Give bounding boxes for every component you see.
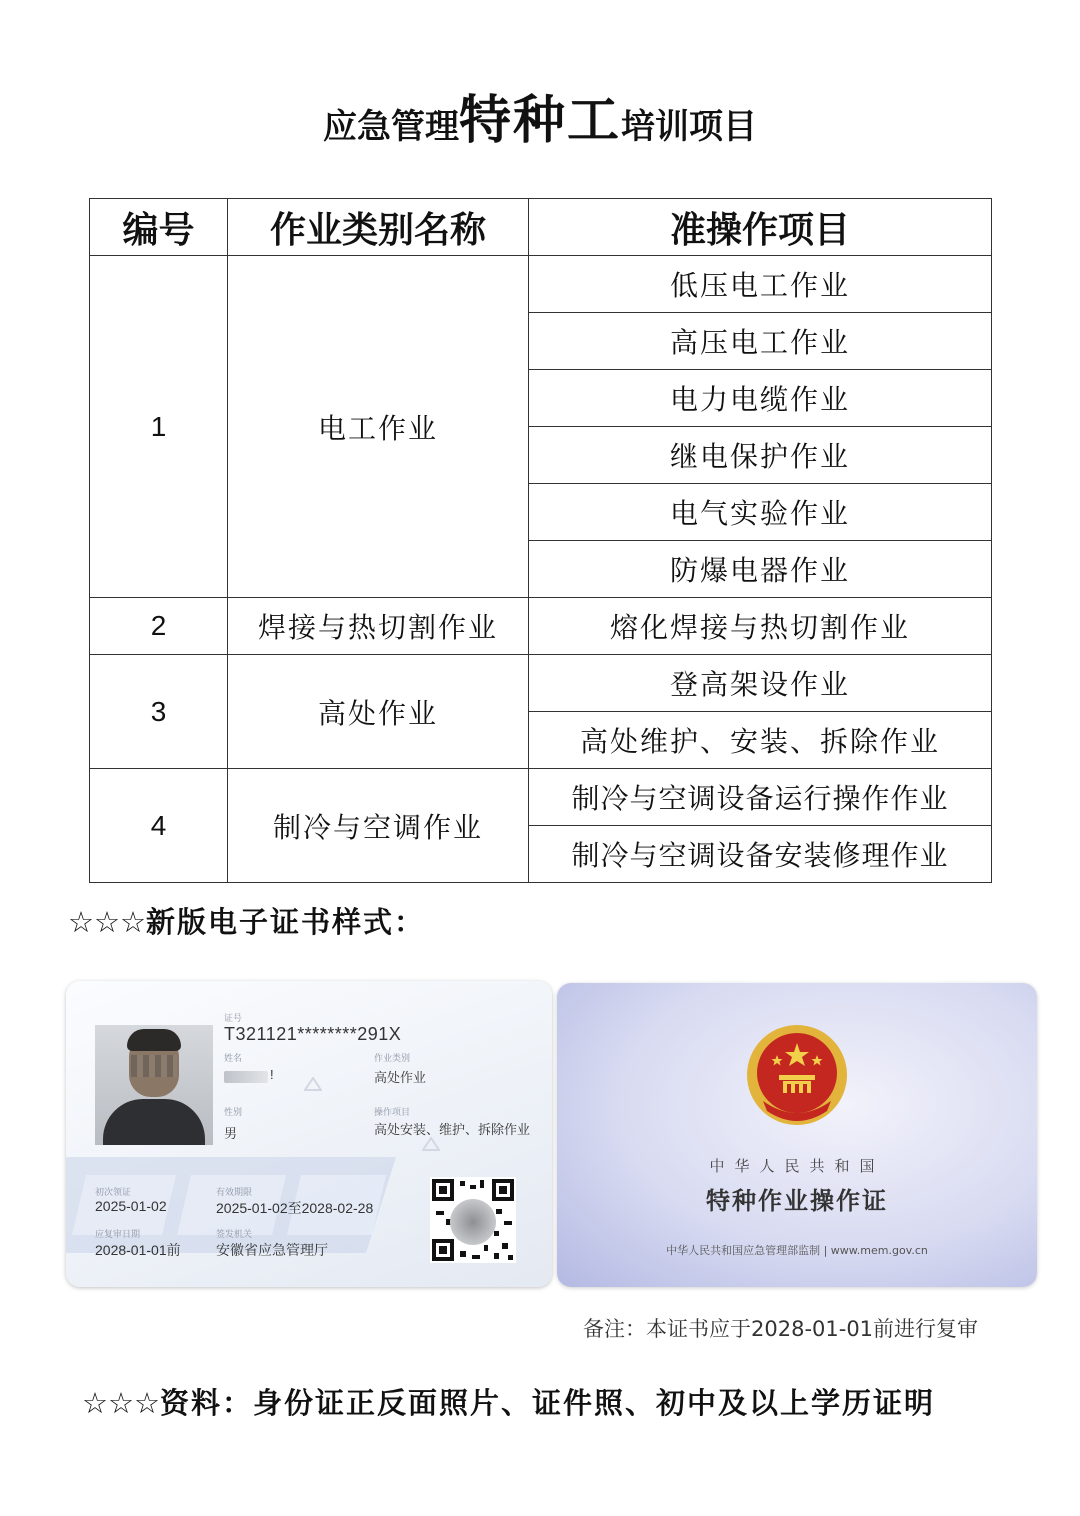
title-prefix: 应急管理 (322, 107, 459, 147)
row-item: 熔化焊接与热切割作业 (529, 598, 992, 655)
row-item: 低压电工作业 (529, 256, 992, 313)
review-value: 2028-01-01前 (95, 1242, 181, 1258)
star-icons: ☆☆☆ (82, 1386, 160, 1420)
review-note: 备注：本证书应于2028-01-01前进行复审 (583, 1317, 979, 1341)
table-header-row (90, 199, 992, 256)
name-value: ! (270, 1067, 274, 1082)
back-country: 中华人民共和国 (709, 1157, 885, 1175)
header-number: 编号 (90, 199, 228, 256)
certificate-back (557, 983, 1037, 1287)
review-label: 应复审日期 (95, 1229, 141, 1239)
qr-code (430, 1177, 516, 1263)
back-title: 特种作业操作证 (706, 1187, 888, 1215)
cert-style-text: 新版电子证书样式： (146, 905, 426, 939)
national-emblem-icon (743, 1021, 851, 1129)
id-label: 证号 (224, 1013, 243, 1023)
gender-label: 性别 (224, 1107, 243, 1117)
cert-style-heading (68, 900, 425, 941)
row-number: 1 (90, 256, 228, 598)
row-category: 制冷与空调作业 (228, 769, 529, 883)
item-label: 操作项目 (374, 1107, 411, 1117)
row-item: 制冷与空调设备运行操作作业 (529, 769, 992, 826)
header-category: 作业类别名称 (228, 199, 529, 256)
row-item: 继电保护作业 (529, 427, 992, 484)
row-category: 焊接与热切割作业 (228, 598, 529, 655)
row-number: 3 (90, 655, 228, 769)
documents-heading (82, 1381, 935, 1422)
first-issue-value: 2025-01-02 (95, 1198, 167, 1214)
row-item: 电力电缆作业 (529, 370, 992, 427)
valid-value: 2025-01-02至2028-02-28 (216, 1200, 374, 1216)
row-number: 2 (90, 598, 228, 655)
title-emphasis: 特种工 (458, 90, 621, 151)
row-item: 高压电工作业 (529, 313, 992, 370)
title-suffix: 培训项目 (621, 107, 757, 147)
triangle-icon (304, 1077, 322, 1091)
row-item: 防爆电器作业 (529, 541, 992, 598)
row-item: 制冷与空调设备安装修理作业 (529, 826, 992, 883)
row-item: 登高架设作业 (529, 655, 992, 712)
category-label: 作业类别 (374, 1053, 411, 1063)
table-row (90, 655, 992, 712)
page-title (0, 78, 1080, 153)
certificate-front (66, 981, 552, 1287)
star-icons: ☆☆☆ (68, 905, 146, 939)
gender-value: 男 (224, 1126, 238, 1141)
table-row (90, 598, 992, 655)
first-issue-label: 初次领证 (95, 1187, 132, 1197)
documents-text: 资料：身份证正反面照片、证件照、初中及以上学历证明 (160, 1386, 936, 1420)
valid-label: 有效期限 (216, 1187, 253, 1197)
item-value: 高处安装、维护、拆除作业 (374, 1122, 531, 1137)
row-item: 电气实验作业 (529, 484, 992, 541)
issuer-label: 签发机关 (216, 1229, 253, 1239)
row-item: 高处维护、安装、拆除作业 (529, 712, 992, 769)
training-table (89, 198, 992, 883)
table-row (90, 256, 992, 313)
id-photo (95, 1025, 213, 1145)
row-category: 高处作业 (228, 655, 529, 769)
triangle-icon (422, 1137, 440, 1151)
header-items: 准操作项目 (529, 199, 992, 256)
row-number: 4 (90, 769, 228, 883)
back-footer: 中华人民共和国应急管理部监制 | www.mem.gov.cn (666, 1244, 928, 1257)
table-row (90, 769, 992, 826)
category-value: 高处作业 (374, 1070, 427, 1085)
name-label: 姓名 (224, 1053, 243, 1063)
issuer-value: 安徽省应急管理厅 (216, 1242, 328, 1258)
id-value: T321121********291X (224, 1024, 402, 1044)
row-category: 电工作业 (228, 256, 529, 598)
name-redaction (224, 1071, 268, 1083)
